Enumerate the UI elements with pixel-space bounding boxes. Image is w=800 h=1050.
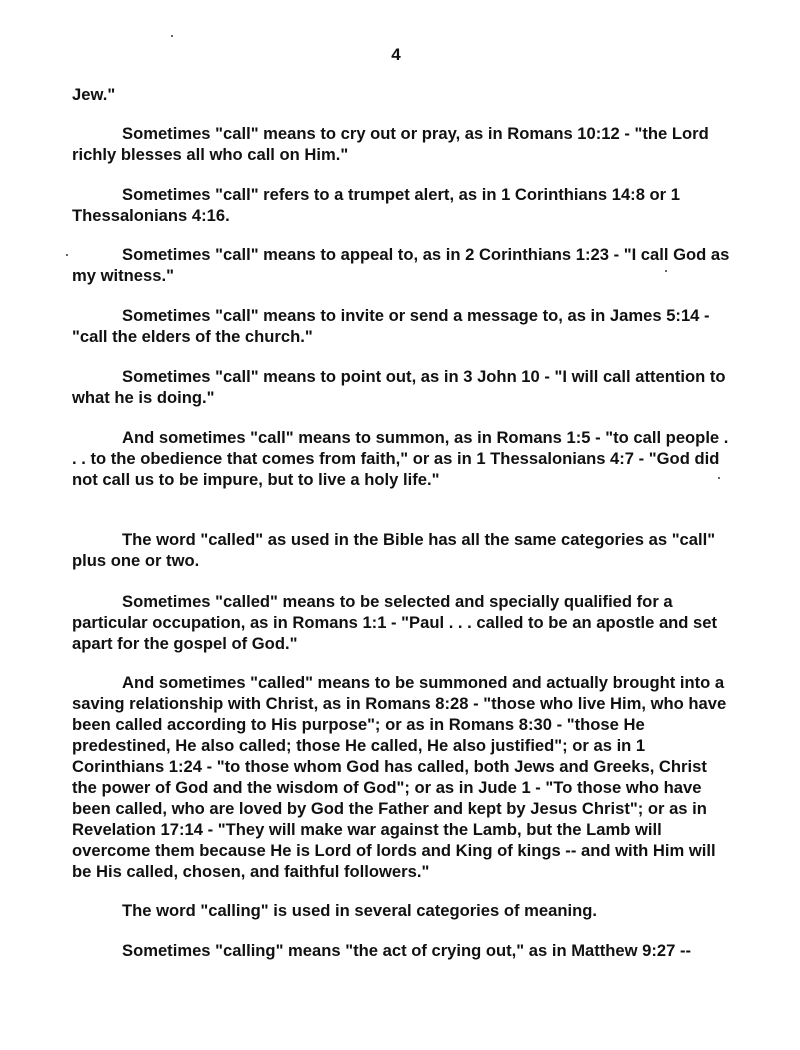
paragraph-called-intro: The word "called" as used in the Bible has all the same categories as "call" plus one or two. [72, 530, 716, 570]
paragraph-continuation: Jew." [72, 85, 116, 104]
scan-speck [171, 35, 173, 37]
paragraph-call-cry-out: Sometimes "call" means to cry out or pray, as in Romans 10:12 - "the Lord richly blesses all who call on Him." [72, 124, 709, 164]
paragraph-call-trumpet: Sometimes "call" refers to a trumpet alert, as in 1 Corinthians 14:8 or 1 Thessalonians 4:16. [72, 185, 680, 225]
paragraph-call-invite: Sometimes "call" means to invite or send a message to, as in James 5:14 - "call the elders of the church." [72, 306, 710, 346]
paragraph-call-point-out: Sometimes "call" means to point out, as in 3 John 10 - "I will call attention to what he is doing." [72, 367, 726, 407]
scan-speck [66, 254, 68, 256]
paragraph-call-summon: And sometimes "call" means to summon, as in Romans 1:5 - "to call people . . . to the obedience that comes from faith," or as in 1 Thessalonians 4:7 - "God did not call us to be impure, but to live a holy life." [72, 428, 729, 489]
paragraph-called-occupation: Sometimes "called" means to be selected and specially qualified for a particular occupation, as in Romans 1:1 - "Paul . . . called to be an apostle and set apart for the gospel of God." [72, 592, 718, 653]
paragraph-call-appeal: Sometimes "call" means to appeal to, as in 2 Corinthians 1:23 - "I call God as my witness." [72, 245, 730, 285]
paragraph-calling-crying-out: Sometimes "calling" means "the act of crying out," as in Matthew 9:27 -- [122, 941, 692, 960]
page-number: 4 [391, 45, 401, 64]
paragraph-calling-intro: The word "calling" is used in several categories of meaning. [122, 901, 597, 920]
paragraph-called-saving: And sometimes "called" means to be summoned and actually brought into a saving relationship with Christ, as in Romans 8:28 - "those who live Him, who have been called according to His purpose"; or as in Romans 8:30 - "those He predestined, He also called; those He called, He also justified"; or as in 1 Corinthians 1:24 - "to those whom God has called, both Jews and Greeks, Christ the power of God and the wisdom of God"; or as in Jude 1 - "To those who have been called, who are loved by God the Father and kept by Jesus Christ"; or as in Revelation 17:14 - "They will make war against the Lamb, but the Lamb will overcome them because He is Lord of lords and King of kings -- and with Him will be His called, chosen, and faithful followers." [72, 673, 727, 881]
